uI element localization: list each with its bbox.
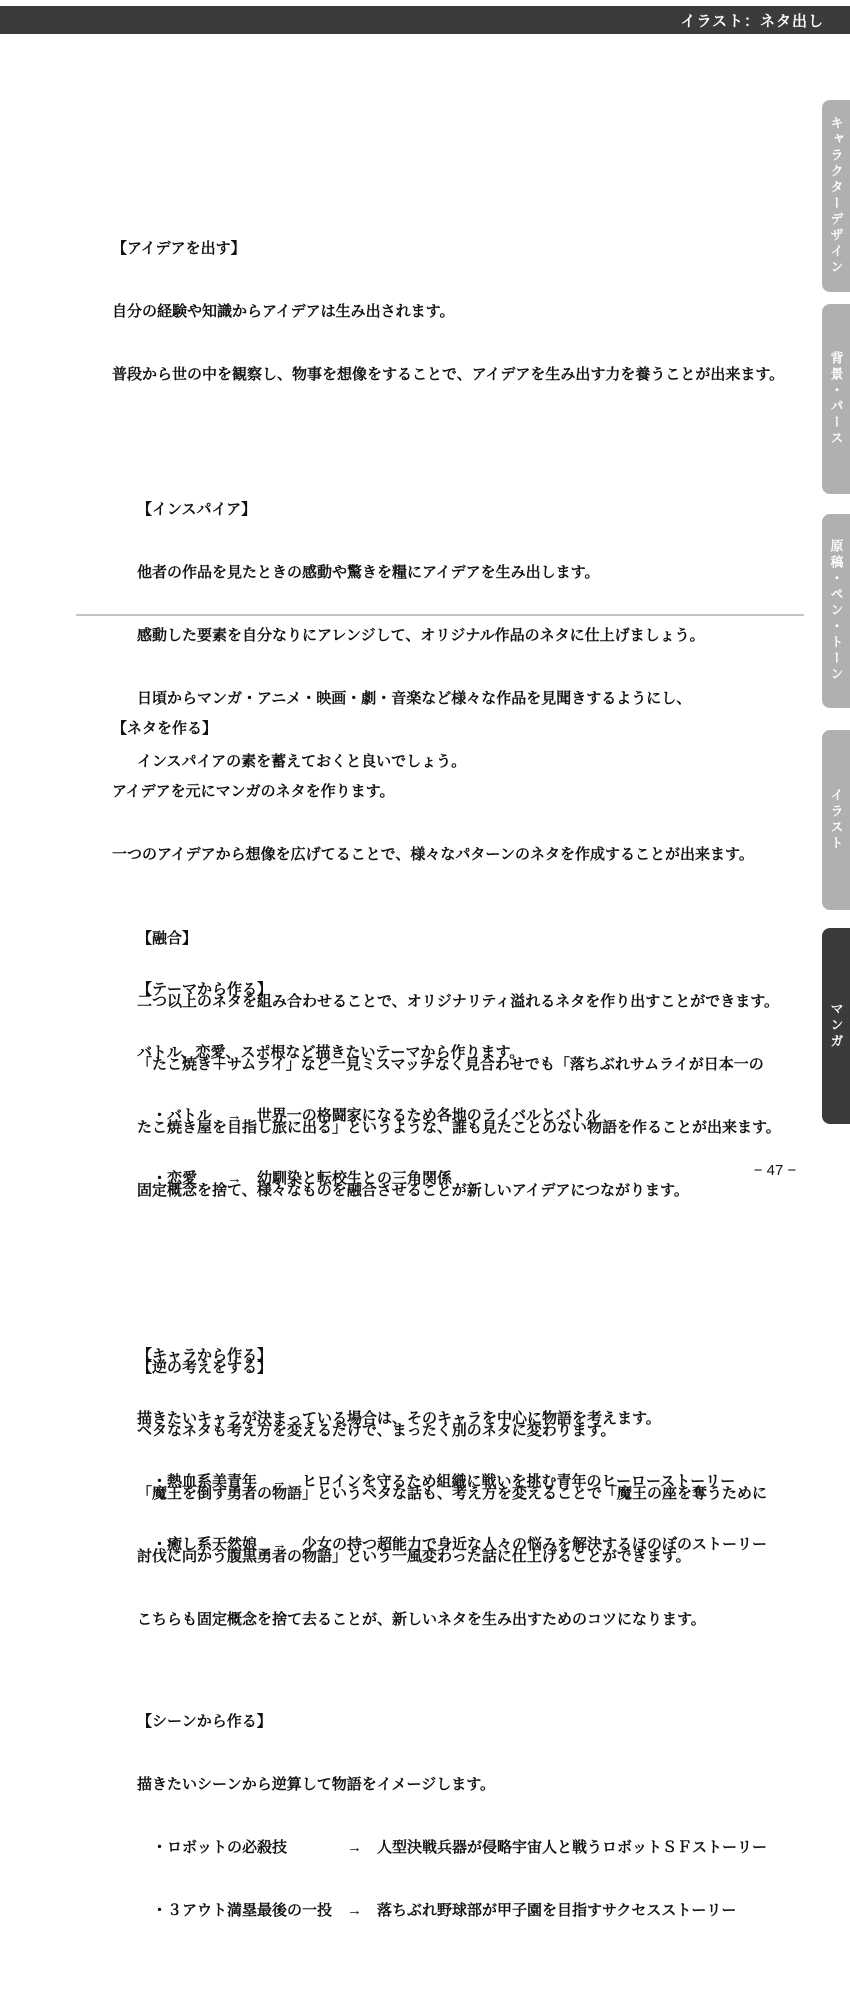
header-bar — [0, 6, 850, 34]
section-line: ベタなネタも考え方を変えるだけで、まったく別のネタに変わります。 — [137, 1422, 616, 1439]
sidebar-tab-illustration[interactable] — [822, 730, 850, 910]
section-line: 自分の経験や知識からアイデアは生み出されます。 — [112, 303, 455, 320]
subsection-heading: 【シーンから作る】 — [137, 1713, 272, 1730]
subsection-from-character — [137, 1303, 812, 1597]
sidebar-tab-manuscript-pen-tone[interactable] — [822, 514, 850, 708]
subsection-heading: 【逆の考えをする】 — [137, 1359, 273, 1376]
section-line: ・バトル → 世界一の格闘家になるため各地のライバルとバトル — [137, 1107, 601, 1124]
subsection-heading: 【テーマから作る】 — [137, 981, 273, 998]
section-line: たこ焼き屋を目指し旅に出る」というような、誰も見たことのない物語を作ることが出来ます。 — [137, 1119, 781, 1136]
section-line: 描きたいキャラが決まっている場合は、そのキャラを中心に物語を考えます。 — [137, 1410, 661, 1427]
section-line: 「たこ焼き＋サムライ」など一見ミスマッチなく見合わせでも「落ちぶれサムライが日本一の — [137, 1056, 764, 1073]
section-line: インスパイアの素を蓄えておくと良いでしょう。 — [137, 753, 467, 770]
section-line: 討伐に向かう腹黒勇者の物語」という一風変わった話に仕上げることができます。 — [137, 1548, 691, 1565]
sidebar-tab-label: 背景・パース — [828, 351, 844, 447]
section-line: ・３アウト満塁最後の一投 → 落ちぶれ野球部が甲子園を目指すサクセスストーリー — [137, 1902, 737, 1919]
sidebar-tab-label: マンガ — [828, 1002, 844, 1050]
section-heading: 【ネタを作る】 — [112, 720, 218, 737]
subsection-heading: 【融合】 — [137, 930, 198, 947]
subsection-heading: 【キャラから作る】 — [137, 1347, 273, 1364]
section-divider — [76, 614, 804, 616]
section-heading: 【アイデアを出す】 — [112, 240, 246, 257]
section-line: アイデアを元にマンガのネタを作ります。 — [112, 783, 395, 800]
sidebar-tab-label: キャラクターデザイン — [828, 116, 844, 276]
section-line: ・熱血系美青年 → ヒロインを守るため組織に戦いを挑む青年のヒーローストーリー — [137, 1473, 736, 1490]
section-line: 日頃からマンガ・アニメ・映画・劇・音楽など様々な作品を見聞きするようにし、 — [137, 690, 692, 707]
section-line: 感動した要素を自分なりにアレンジして、オリジナル作品のネタに仕上げましょう。 — [137, 627, 705, 644]
section-line: ・ロボットの必殺技 → 人型決戦兵器が侵略宇宙人と戦うロボットＳＦストーリー — [137, 1839, 768, 1856]
section-line: 描きたいシーンから逆算して物語をイメージします。 — [137, 1776, 496, 1793]
section-line: バトル、恋愛、スポ根など描きたいテーマから作ります。 — [137, 1044, 525, 1061]
section-create-story-ideas — [112, 676, 812, 2005]
section-line: ・恋愛 → 幼馴染と転校生との三角関係 — [137, 1170, 453, 1187]
section-line: 他者の作品を見たときの感動や驚きを糧にアイデアを生み出します。 — [137, 564, 600, 581]
section-line: 普段から世の中を観察し、物事を想像をすることで、アイデアを生み出す力を養うことが出来ます。 — [112, 366, 785, 383]
section-line: 二つ以上のネタを組み合わせることで、オリジナリティ溢れるネタを作り出すことができます。 — [137, 993, 780, 1010]
sidebar-tab-label: イラスト — [828, 788, 844, 852]
section-line: 固定概念を捨て、様々なものを融合させることが新しいアイデアにつながります。 — [137, 1182, 689, 1199]
subsection-from-theme — [137, 937, 812, 1231]
section-line: ・癒し系天然娘 → 少女の持つ超能力で身近な人々の悩みを解決するほのぼのストーリー — [137, 1536, 768, 1553]
subsection-heading: 【インスパイア】 — [137, 501, 257, 518]
sidebar-tab-background-perspective[interactable] — [822, 304, 850, 494]
section-line: 「魔王を倒す勇者の物語」というベタな話も、考え方を変えることで「魔王の座を奪うために — [137, 1485, 768, 1502]
sidebar-tab-character-design[interactable] — [822, 100, 850, 292]
sidebar-tab-manga[interactable] — [822, 928, 850, 1124]
sidebar-tab-label: 原稿・ペン・トーン — [828, 539, 844, 683]
section-line: 一つのアイデアから想像を広げてることで、様々なパターンのネタを作成することが出来ます。 — [112, 846, 754, 863]
section-line: こちらも固定概念を捨て去ることが、新しいネタを生み出すためのコツになります。 — [137, 1611, 706, 1628]
page-title: イラスト：ネタ出し — [680, 12, 824, 30]
page-number: − 47 − — [753, 1162, 797, 1179]
subsection-from-scene — [137, 1669, 812, 1963]
